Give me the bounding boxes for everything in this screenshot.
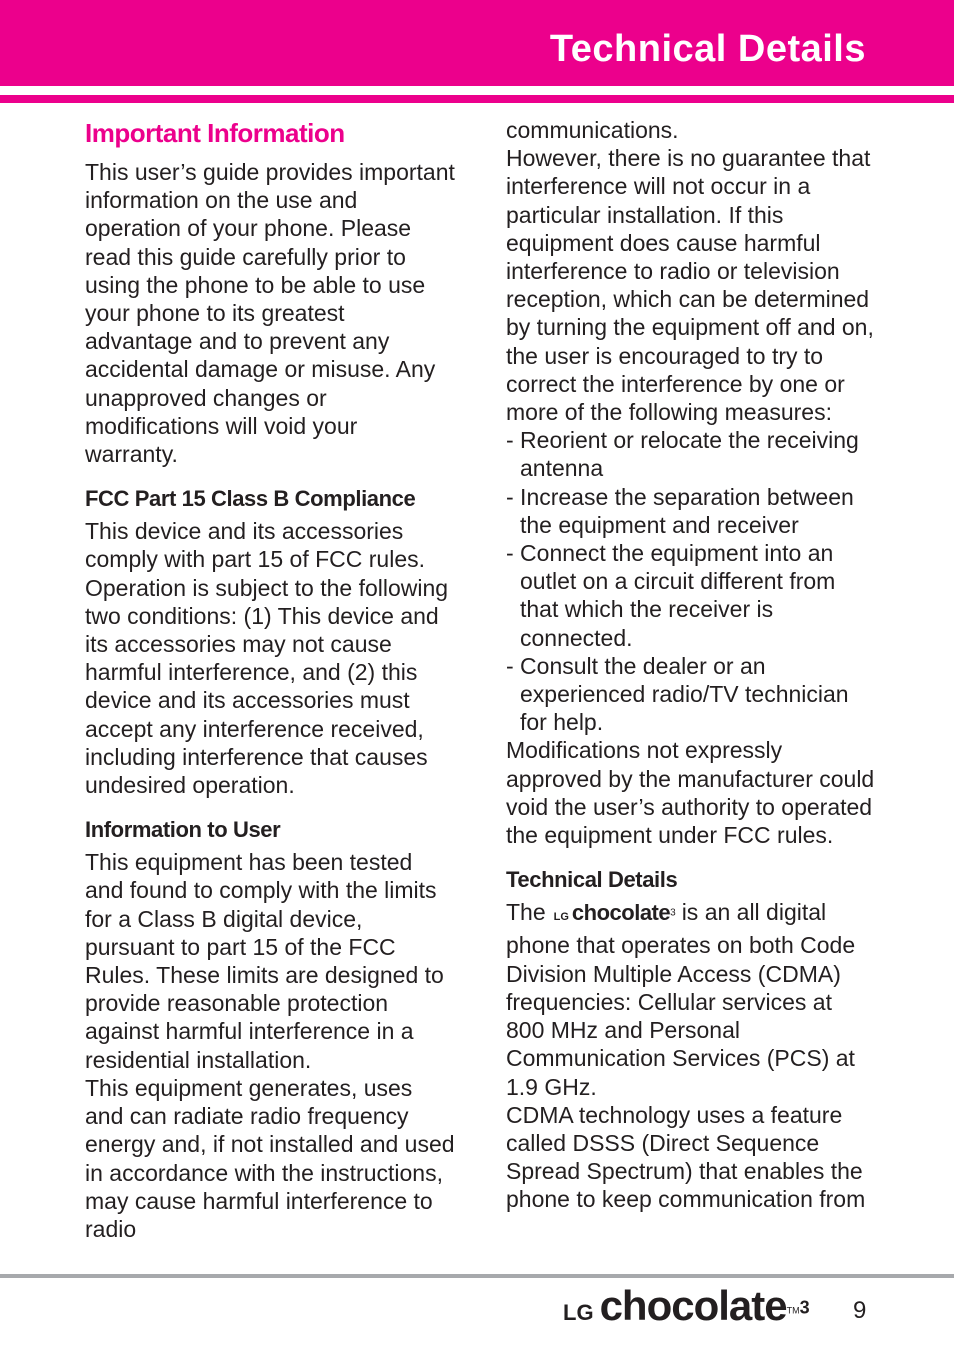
page-title: Technical Details — [549, 28, 866, 70]
continuation-text: communications. — [506, 117, 679, 143]
measure-item: - Connect the equipment into an outlet on a circuit different from that which the receiver is connected. — [506, 540, 836, 651]
modifications-paragraph: Modifications not expressly approved by the manufacturer could void the user’s authority to operated the equipment under FCC rules. — [506, 737, 875, 849]
footer-product-logo — [563, 1282, 810, 1330]
fcc-paragraph: This device and its accessories comply with part 15 of FCC rules. Operation is subject to the following two conditions: (1) This device and its accessories may not cause harmful interference, and (2) this device and its accessories must accept any interference received, including interference that causes undesired operation. — [85, 518, 449, 799]
technical-paragraph-1 — [506, 898, 876, 1100]
inline-logo-brand: LG — [553, 911, 569, 924]
measure-item: - Reorient or relocate the receiving antenna — [506, 427, 859, 482]
technical-paragraph-2: CDMA technology uses a feature called DSSS (Direct Sequence Spread Spectrum) that enables the phone to keep communication from — [506, 1101, 866, 1213]
footer-logo-brand: LG — [563, 1300, 594, 1325]
footer-logo-tm: TM — [786, 1305, 800, 1316]
inline-logo-version: 3 — [670, 907, 676, 919]
measure-item: - Increase the separation between the equipment and receiver — [506, 483, 854, 538]
tech-text: is an all digital phone that operates on both Code Division Multiple Access (CDMA) frequencies: Cellular services at 800 MHz and Personal Communication Services (PCS) at 1.9 GHz. — [506, 899, 856, 1100]
guarantee-paragraph: However, there is no guarantee that interference will not occur in a particular installation. If this equipment does cause harmful interference to radio or television reception, which can be determined by turning the equipment off and on, the user is encouraged to try to correct the interference by one or more of the following measures: — [506, 145, 874, 426]
inline-product-logo — [554, 899, 676, 931]
inline-logo-product: chocolate — [571, 900, 671, 926]
page-number: 9 — [853, 1297, 867, 1324]
info-paragraph-1: This equipment has been tested and found to comply with the limits for a Class B digital device, pursuant to part 15 of the FCC Rules. These limits are designed to provide reasonable protection against harmful interference in a residential installation. — [85, 849, 444, 1073]
tech-prefix: The — [506, 899, 546, 926]
technical-details-heading: Technical Details — [506, 867, 678, 893]
right-column — [506, 116, 876, 1214]
info-paragraph-2: This equipment generates, uses and can radiate radio frequency energy and, if not installed and used in accordance with the instructions, may cause harmful interference to radio — [85, 1074, 455, 1242]
footer-logo-version: 3 — [799, 1297, 810, 1318]
footer-logo-product: chocolate — [599, 1282, 787, 1329]
footer-rule — [0, 1274, 954, 1278]
header-bar — [0, 0, 954, 86]
left-column — [85, 116, 455, 1243]
intro-paragraph: This user’s guide provides important information on the use and operation of your phone. Please read this guide carefully prior to using the phone to be able to use your phone to its greatest advantage and to prevent any accidental damage or misuse. Any unapproved changes or modifications will void your warranty. — [85, 159, 455, 468]
measure-item: - Consult the dealer or an experienced radio/TV technician for help. — [506, 652, 849, 736]
section-title: Important Information — [85, 118, 345, 148]
info-heading: Information to User — [85, 817, 281, 843]
header-rule — [0, 95, 954, 103]
fcc-heading: FCC Part 15 Class B Compliance — [85, 486, 416, 512]
